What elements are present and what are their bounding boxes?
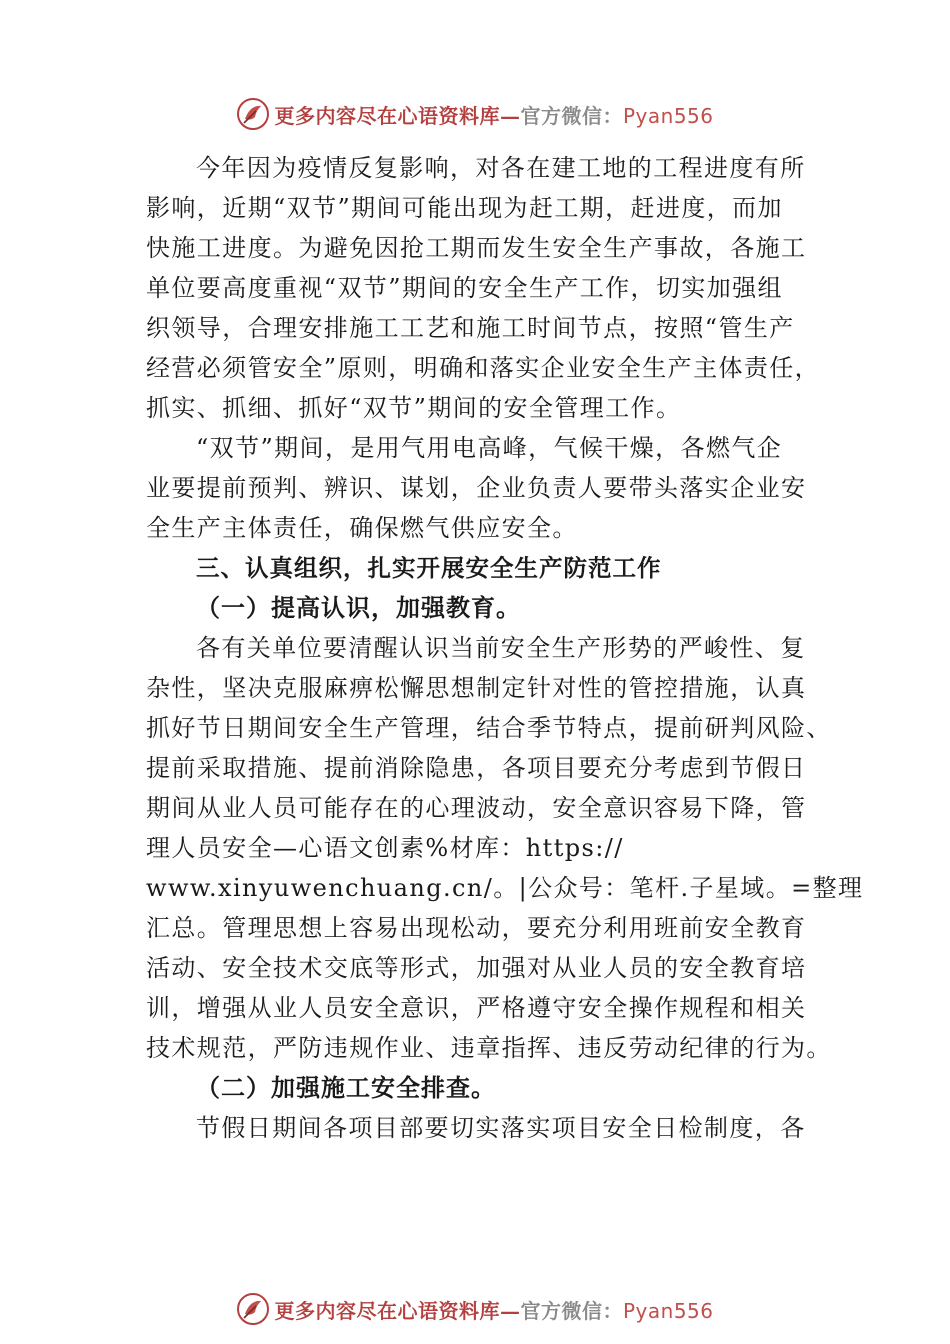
watermark-text: 更多内容尽在心语资料库—官方微信：Pyan556 — [274, 1298, 714, 1323]
text-line: （一）提高认识，加强教育。 — [196, 593, 521, 622]
text-line: 技术规范，严防违规作业、违章指挥、违反劳动纪律的行为。 — [146, 1034, 832, 1062]
text-line: 抓好节日期间安全生产管理，结合季节特点，提前研判风险、 — [146, 714, 832, 742]
text-line: 单位要高度重视“双节”期间的安全生产工作，切实加强组 — [146, 274, 783, 302]
paragraph — [146, 148, 821, 428]
header-watermark-banner — [0, 94, 950, 134]
paragraph — [146, 1108, 811, 1148]
text-line: 理人员安全—心语文创素%材库：https:// — [146, 834, 624, 862]
watermark-text: 更多内容尽在心语资料库—官方微信：Pyan556 — [274, 103, 714, 128]
text-line: 今年因为疫情反复影响，对各在建工地的工程进度有所 — [196, 154, 806, 182]
text-line: 节假日期间各项目部要切实落实项目安全日检制度，各 — [196, 1114, 806, 1142]
text-line: 三、认真组织，扎实开展安全生产防范工作 — [196, 554, 662, 582]
text-line: 期间从业人员可能存在的心理波动，安全意识容易下降，管 — [146, 794, 807, 822]
text-line: 织领导，合理安排施工工艺和施工时间节点，按照“管生产 — [146, 314, 795, 342]
text-line: 影响，近期“双节”期间可能出现为赶工期，赶进度，而加 — [146, 194, 783, 222]
subsection-heading — [146, 588, 811, 628]
text-line: 各有关单位要清醒认识当前安全生产形势的严峻性、复 — [196, 634, 806, 662]
text-line: 业要提前预判、辨识、谋划，企业负责人要带头落实企业安 — [146, 474, 807, 502]
paragraph — [146, 428, 811, 548]
text-line: 训，增强从业人员安全意识，严格遵守安全操作规程和相关 — [146, 994, 807, 1022]
text-line: 杂性，坚决克服麻痹松懈思想制定针对性的管控措施，认真 — [146, 674, 807, 702]
text-line: 经营必须管安全”原则，明确和落实企业安全生产主体责任， — [146, 354, 821, 382]
footer-watermark-banner — [0, 1289, 950, 1329]
text-line: 汇总。管理思想上容易出现松动，要充分利用班前安全教育 — [146, 914, 807, 942]
paragraph — [146, 628, 864, 1068]
brand-logo-icon — [236, 1292, 270, 1326]
text-line: （二）加强施工安全排查。 — [196, 1073, 496, 1102]
subsection-heading — [146, 1068, 811, 1108]
text-line: 快施工进度。为避免因抢工期而发生安全生产事故，各施工 — [146, 234, 807, 262]
text-line: 全生产主体责任，确保燃气供应安全。 — [146, 514, 578, 542]
text-line: 活动、安全技术交底等形式，加强对从业人员的安全教育培 — [146, 954, 807, 982]
text-line: www.xinyuwenchuang.cn/。|公众号：笔杆.子星域。=整理 — [146, 874, 864, 902]
section-heading — [146, 548, 811, 588]
document-body — [146, 148, 864, 1148]
text-line: 抓实、抓细、抓好“双节”期间的安全管理工作。 — [146, 394, 682, 422]
text-line: “双节”期间，是用气用电高峰，气候干燥，各燃气企 — [196, 434, 783, 462]
brand-logo-icon — [236, 97, 270, 131]
text-line: 提前采取措施、提前消除隐患，各项目要充分考虑到节假日 — [146, 754, 807, 782]
